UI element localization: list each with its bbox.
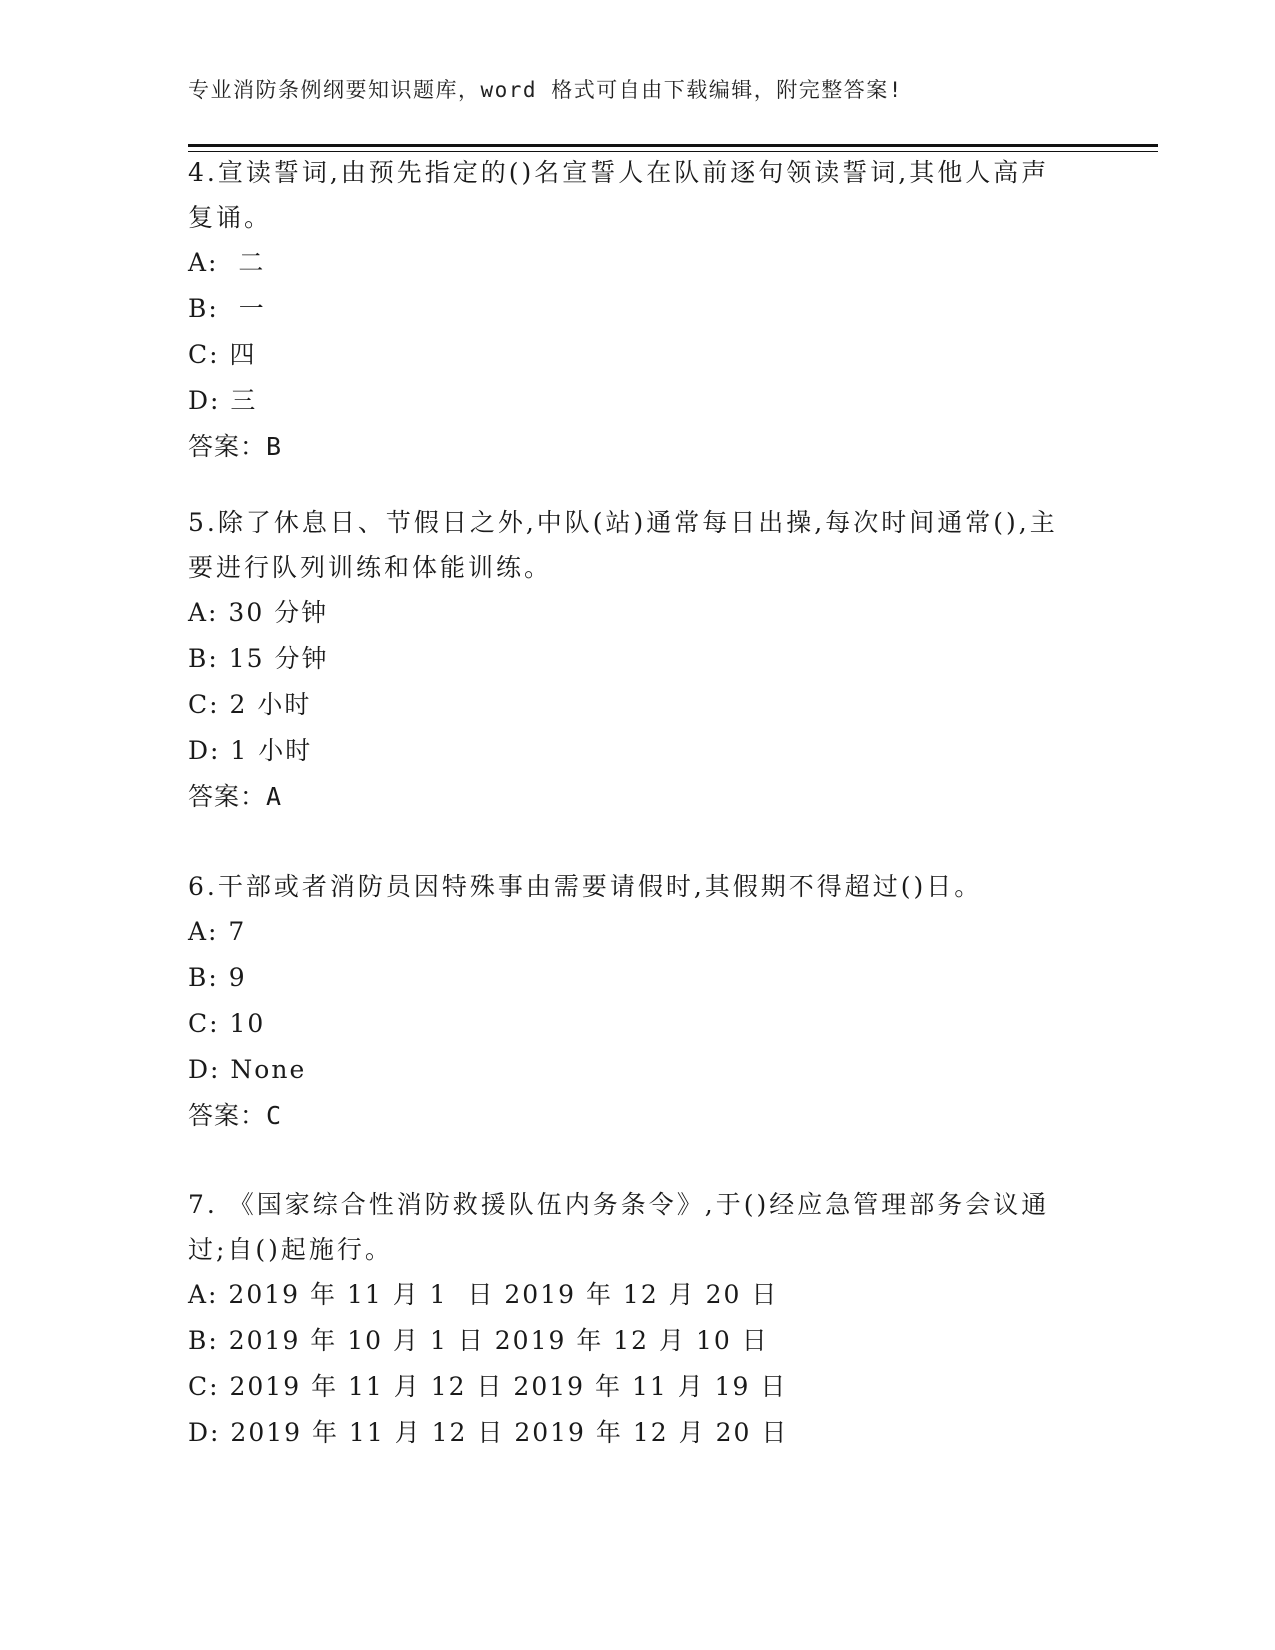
answer-line: 答案：A [188,782,283,811]
option-a: A: 30 分钟 [188,598,329,627]
option-d: D: 1 小时 [188,736,313,765]
question-stem: 4.宣读誓词,由预先指定的()名宣誓人在队前逐句领读誓词,其他人高声复诵。 [188,158,1050,232]
question-6 [188,864,1068,1139]
header-note: 专业消防条例纲要知识题库，word 格式可自由下载编辑，附完整答案! [188,78,903,102]
answer-line: 答案：B [188,432,283,461]
option-b: B: 9 [188,963,247,992]
question-stem: 6.干部或者消防员因特殊事由需要请假时,其假期不得超过()日。 [188,872,983,901]
header-rule-thick [188,144,1158,147]
answer-line: 答案：C [188,1101,283,1130]
option-c: C: 四 [188,340,257,369]
option-c: C: 10 [188,1009,266,1038]
option-b: B: 15 分钟 [188,644,329,673]
option-d: D: 三 [188,386,258,415]
question-stem: 5.除了休息日、节假日之外,中队(站)通常每日出操,每次时间通常(),主要进行队列训练和体能训练。 [188,508,1058,582]
option-a: A: 7 [188,917,247,946]
option-a: A: 2019 年 11 月 1 日 2019 年 12 月 20 日 [188,1280,779,1309]
option-b: B: 2019 年 10 月 1 日 2019 年 12 月 10 日 [188,1326,769,1355]
option-b: B: 一 [188,294,266,323]
option-a: A: 二 [188,248,266,277]
option-c: C: 2 小时 [188,690,312,719]
option-c: C: 2019 年 11 月 12 日 2019 年 11 月 19 日 [188,1372,788,1401]
question-4 [188,150,1068,470]
option-d: D: None [188,1055,307,1084]
question-stem: 7. 《国家综合性消防救援队伍内务条令》,于()经应急管理部务会议通过;自()起施行。 [188,1190,1050,1264]
question-7 [188,1182,1068,1456]
option-d: D: 2019 年 11 月 12 日 2019 年 12 月 20 日 [188,1418,789,1447]
question-5 [188,500,1068,820]
